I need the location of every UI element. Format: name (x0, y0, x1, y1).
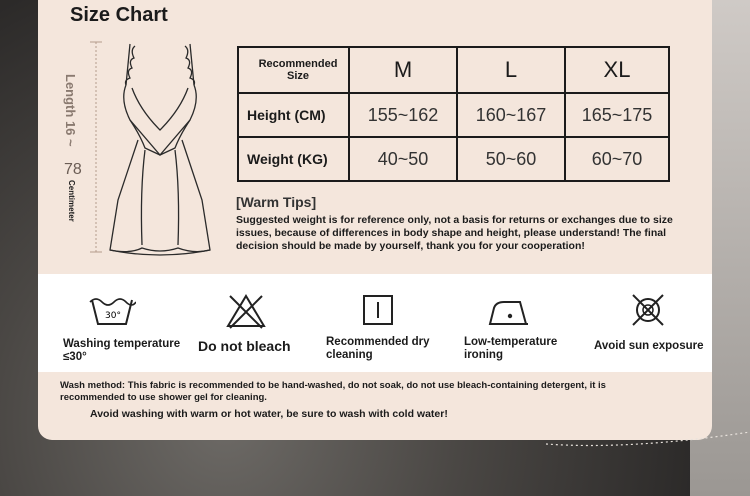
length-unit: Centimeter (67, 180, 76, 222)
table-cell: 40~50 (349, 137, 457, 181)
length-tilde: ~ (63, 139, 78, 147)
care-item (196, 274, 306, 372)
table-row (238, 137, 669, 181)
tips-heading: [Warm Tips] (236, 194, 317, 210)
length-to: 78 (64, 161, 82, 178)
table-cell: 160~167 (457, 93, 565, 137)
row-label: Weight (KG) (238, 137, 349, 181)
care-item (326, 274, 446, 372)
row-label: Height (CM) (238, 93, 349, 137)
size-xl: XL (565, 47, 669, 93)
dry-cleaning-icon (362, 294, 394, 326)
washing-30-icon (88, 292, 136, 328)
care-label: Recommended dry cleaning (326, 336, 430, 361)
svg-text:30°: 30° (105, 311, 121, 321)
length-label: Length (63, 74, 78, 118)
care-label: Washing temperature ≤30° (63, 338, 181, 363)
iron-low-icon (486, 298, 530, 326)
size-table (237, 46, 670, 182)
dress-illustration (90, 40, 220, 260)
do-not-bleach-icon (226, 292, 266, 330)
table-cell: 60~70 (565, 137, 669, 181)
table-corner: Recommended Size (238, 47, 349, 93)
wash-note: Avoid washing with warm or hot water, be sure to wash with cold water! (90, 408, 448, 420)
table-cell: 50~60 (457, 137, 565, 181)
care-instructions (38, 274, 712, 372)
care-label: Avoid sun exposure (594, 340, 704, 352)
tips-body: Suggested weight is for reference only, not a basis for returns or exchanges due to size issues, because of differences in body shape and height, please understand! The final decision should be made by yourself, thank you for your cooperation! (236, 214, 673, 252)
wash-method: Wash method: This fabric is recommended to be hand-washed, do not soak, do not use bleach-containing detergent, it is recommended to use shower gel for cleaning. (60, 380, 606, 403)
length-from: 16 (63, 120, 78, 136)
care-label: Do not bleach (198, 338, 291, 354)
length-ruler (90, 40, 102, 256)
care-item (60, 274, 180, 372)
care-item (464, 274, 574, 372)
care-item (594, 274, 712, 372)
table-cell: 165~175 (565, 93, 669, 137)
page-title: Size Chart (70, 4, 168, 26)
table-cell: 155~162 (349, 93, 457, 137)
decorative-dotted-arc (540, 430, 750, 496)
no-sun-icon (630, 292, 666, 328)
size-l: L (457, 47, 565, 93)
care-label: Low-temperature ironing (464, 336, 558, 361)
size-m: M (349, 47, 457, 93)
size-chart-card (38, 0, 712, 440)
table-row (238, 93, 669, 137)
